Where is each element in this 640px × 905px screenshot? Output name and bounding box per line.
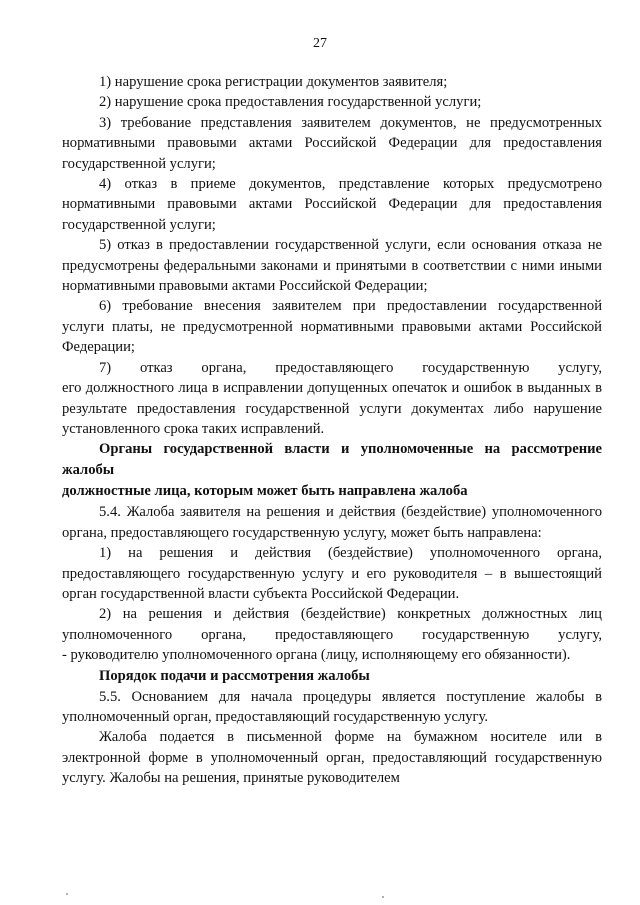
list-item-1: 1) нарушение срока регистрации документов заявителя; <box>99 74 448 90</box>
list-item-6: 6) требование внесения заявителем при предоставлении государственной услуги платы, не предусмотренной нормативными правовыми актами Российской Федерации; <box>62 298 602 356</box>
list-item-4: 4) отказ в приеме документов, представление которых предусмотрено нормативными правовыми актами Российской Федерации для предоставления государственной услуги; <box>62 176 602 233</box>
section-heading-complaint-procedure: Порядок подачи и рассмотрения жалобы <box>99 667 370 684</box>
list-item-3: 3) требование представления заявителем документов, не предусмотренных нормативными правовыми актами Российской Федерации для предоставления государственной услуги; <box>62 114 602 172</box>
subitem-2-line-2: уполномоченного органа, предоставляющего государственную услугу, <box>62 626 602 643</box>
subitem-2-line-1: 2) на решения и действия (бездействие) конкретных должностных лиц <box>99 606 602 623</box>
list-item-7-first-line: 7) отказ органа, предоставляющего государственную услугу, <box>99 359 602 376</box>
paragraph-complaint-form: Жалоба подается в письменной форме на бумажном носителе или в электронной форме в уполномоченный орган, предоставляющий государственную услугу. Жалобы на решения, принятые руководителем <box>62 729 602 787</box>
section-heading-line-1: Органы государственной власти и уполномоченные на рассмотрение жалобы <box>62 441 602 479</box>
paragraph-5-4: 5.4. Жалоба заявителя на решения и действия (бездействие) уполномоченного органа, предоставляющего государственную услугу, может быть направлена: <box>62 504 602 541</box>
list-item-5: 5) отказ в предоставлении государственной услуги, если основания отказа не предусмотрены федеральными законами и принятыми в соответствии с ними иными нормативными правовыми актами Российской Федерации; <box>62 237 602 295</box>
subitem-1: 1) на решения и действия (бездействие) уполномоченного органа, предоставляющего государственную услугу и его руководителя – в вышестоящий орган государственной власти субъекта Российской Федерации. <box>62 545 602 602</box>
scan-speck <box>66 893 68 895</box>
subitem-2-line-3: - руководителю уполномоченного органа (лицу, исполняющему его обязанности). <box>62 647 571 664</box>
page-number: 27 <box>313 36 327 51</box>
list-item-7-continuation: его должностного лица в исправлении допущенных опечаток и ошибок в выданных в результате предоставления государственной услуги документах либо нарушение установленного срока таких исправлений. <box>62 380 602 437</box>
section-heading-line-2: должностные лица, которым может быть направлена жалоба <box>62 483 468 500</box>
scan-speck <box>382 896 384 898</box>
paragraph-5-5: 5.5. Основанием для начала процедуры является поступление жалобы в уполномоченный орган, предоставляющий государственную услугу. <box>62 688 602 725</box>
document-body <box>62 72 602 789</box>
section-heading-complaint-authorities <box>62 439 602 502</box>
list-item-2: 2) нарушение срока предоставления государственной услуги; <box>99 94 482 111</box>
